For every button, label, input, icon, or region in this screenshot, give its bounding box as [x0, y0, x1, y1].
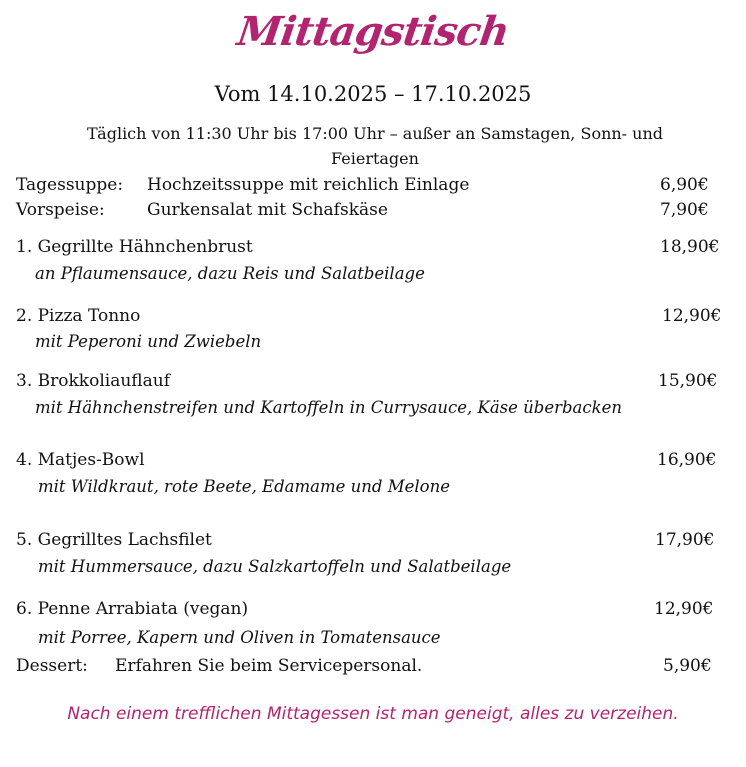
dish-6-name: 6. Penne Arrabiata (vegan): [16, 599, 249, 619]
starter-price: 7,90€: [660, 200, 709, 220]
dish-1-name: 1. Gegrillte Hähnchenbrust: [16, 237, 253, 257]
dessert-label: Dessert:: [16, 656, 88, 676]
menu-title: Mittagstisch: [234, 8, 512, 55]
dish-4-name: 4. Matjes-Bowl: [16, 450, 145, 470]
dish-5-name: 5. Gegrilltes Lachsfilet: [16, 530, 212, 550]
soup-label: Tagessuppe:: [16, 175, 124, 195]
dessert-name: Erfahren Sie beim Servicepersonal.: [115, 656, 423, 676]
dish-6-price: 12,90€: [654, 599, 714, 619]
dish-5-description: mit Hummersauce, dazu Salzkartoffeln und Salatbeilage: [38, 557, 512, 576]
dish-5-price: 17,90€: [655, 530, 715, 550]
opening-hours: Täglich von 11:30 Uhr bis 17:00 Uhr – außer an Samstagen, Sonn- und Feiertagen: [86, 124, 664, 168]
dessert-price: 5,90€: [663, 656, 712, 676]
dish-1-price: 18,90€: [660, 237, 720, 257]
dish-3-description: mit Hähnchenstreifen und Kartoffeln in Currysauce, Käse überbacken: [35, 398, 623, 417]
dish-4-price: 16,90€: [657, 450, 717, 470]
soup-price: 6,90€: [660, 175, 709, 195]
dish-2-name: 2. Pizza Tonno: [16, 306, 141, 326]
starter-label: Vorspeise:: [16, 200, 105, 220]
date-range: Vom 14.10.2025 – 17.10.2025: [214, 82, 532, 106]
dish-4-description: mit Wildkraut, rote Beete, Edamame und Melone: [38, 477, 450, 496]
dish-2-price: 12,90€: [662, 306, 722, 326]
dish-1-description: an Pflaumensauce, dazu Reis und Salatbeilage: [35, 264, 425, 283]
dish-3-name: 3. Brokkoliauflauf: [16, 371, 170, 391]
dish-3-price: 15,90€: [658, 371, 718, 391]
dish-6-description: mit Porree, Kapern und Oliven in Tomatensauce: [38, 628, 441, 647]
closing-quote: Nach einem trefflichen Mittagessen ist man geneigt, alles zu verzeihen.: [67, 704, 679, 724]
starter-name: Gurkensalat mit Schafskäse: [147, 200, 388, 220]
dish-2-description: mit Peperoni und Zwiebeln: [35, 332, 262, 351]
soup-name: Hochzeitssuppe mit reichlich Einlage: [147, 175, 470, 195]
